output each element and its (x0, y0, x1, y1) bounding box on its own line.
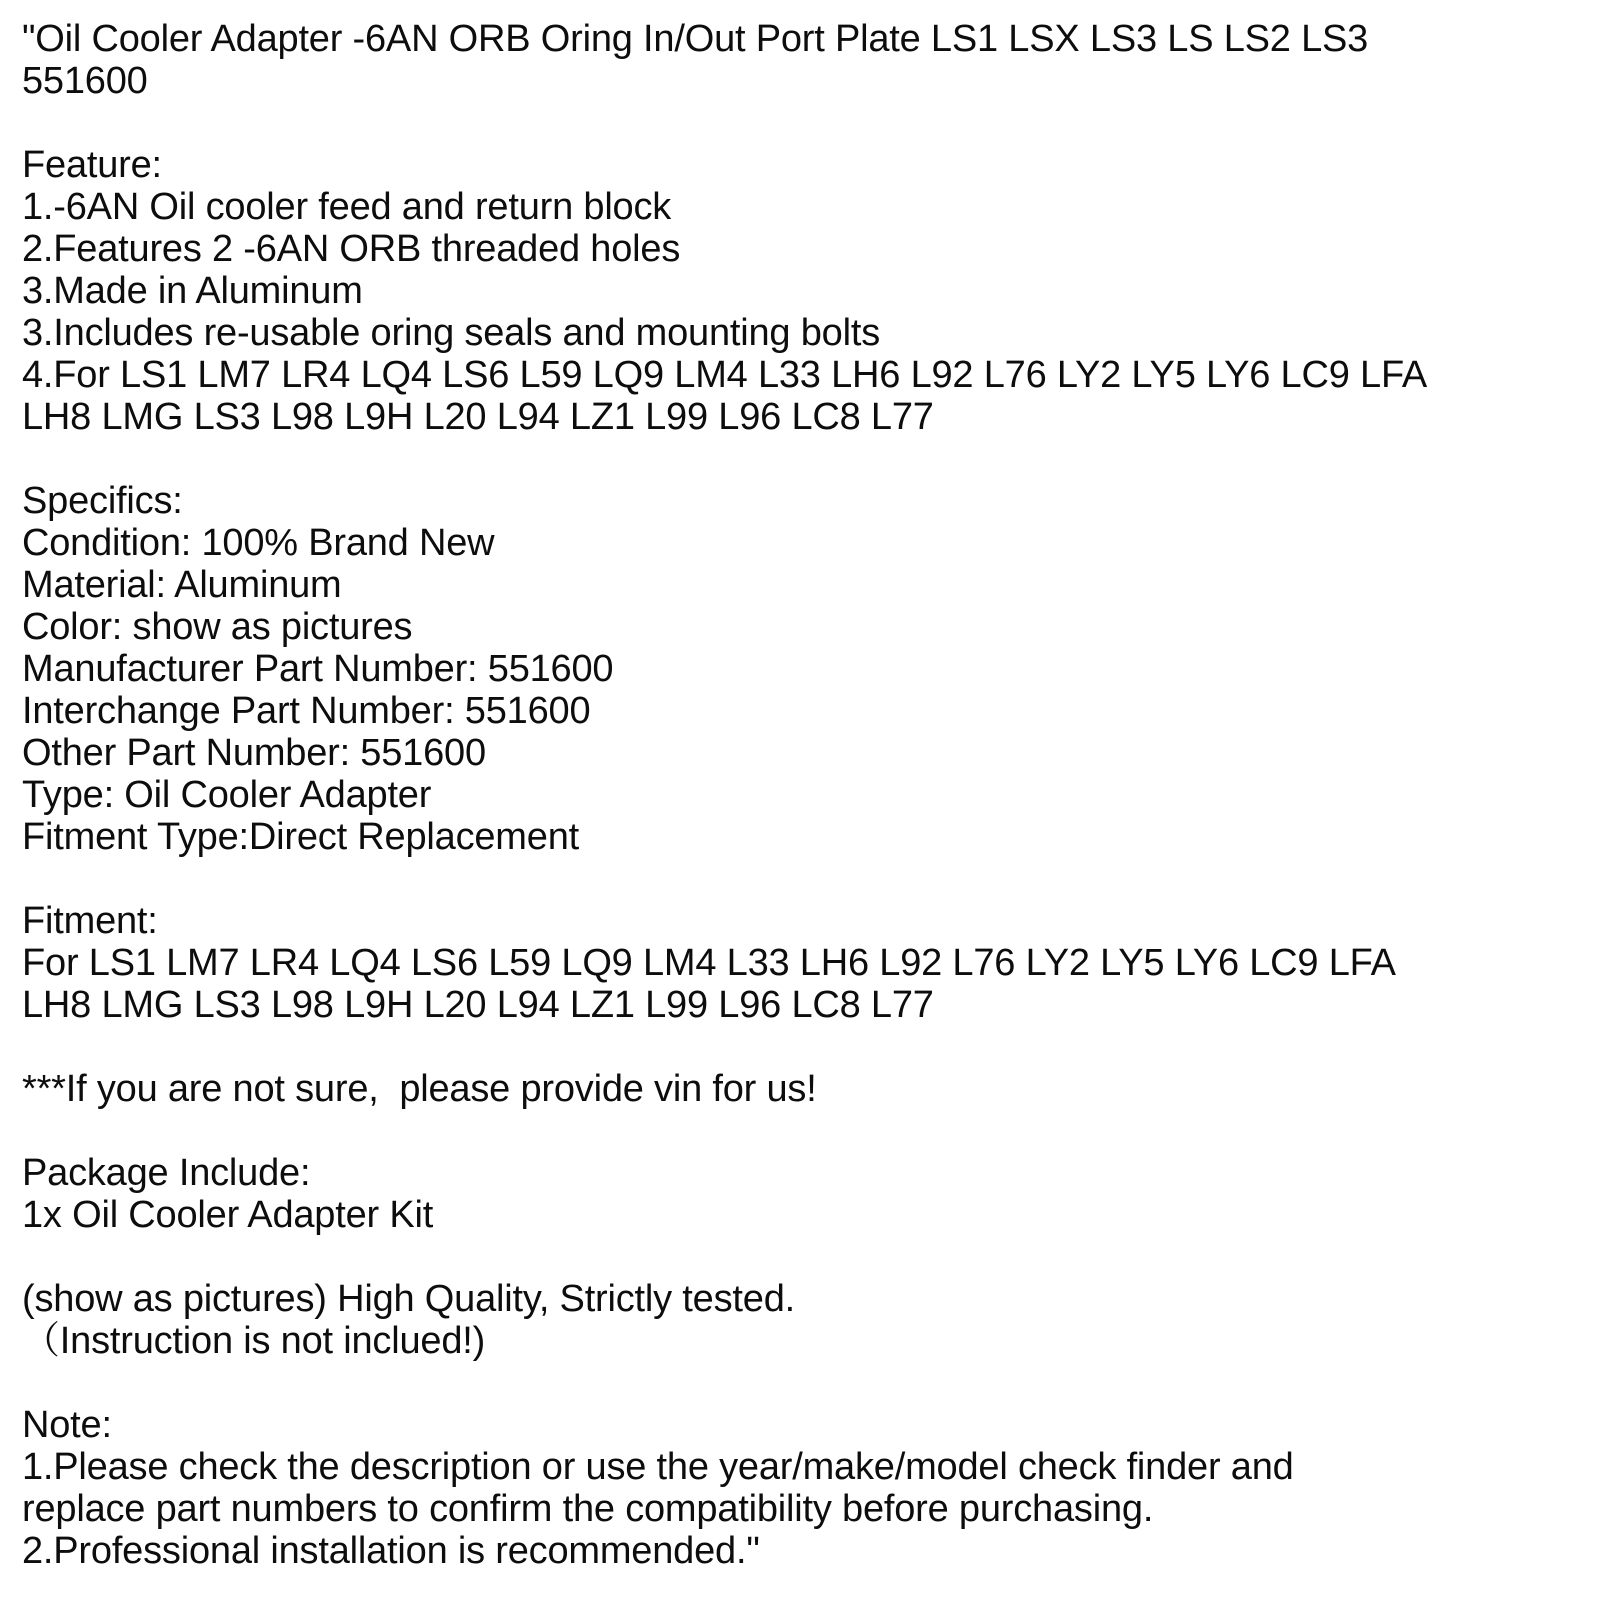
text-line-7: 3.Includes re-usable oring seals and mounting bolts (22, 312, 880, 354)
text-line-16: Interchange Part Number: 551600 (22, 690, 591, 732)
text-line-4: 1.-6AN Oil cooler feed and return block (22, 186, 672, 228)
text-line-30: (show as pictures) High Quality, Strictly tested. (22, 1278, 795, 1320)
text-line-9: LH8 LMG LS3 L98 L9H L20 L94 LZ1 L99 L96 LC8 L77 (22, 396, 934, 438)
text-line-28: 1x Oil Cooler Adapter Kit (22, 1194, 434, 1236)
text-line-13: Material: Aluminum (22, 564, 342, 606)
text-line-33: Note: (22, 1404, 112, 1446)
text-line-5: 2.Features 2 -6AN ORB threaded holes (22, 228, 681, 270)
text-line-10 (22, 438, 1600, 480)
text-line-25: ***If you are not sure, please provide vin for us! (22, 1068, 817, 1110)
text-line-22: For LS1 LM7 LR4 LQ4 LS6 L59 LQ9 LM4 L33 LH6 L92 L76 LY2 LY5 LY6 LC9 LFA (22, 942, 1396, 984)
text-line-34: 1.Please check the description or use the year/make/model check finder and (22, 1446, 1294, 1488)
text-line-36: 2.Professional installation is recommended." (22, 1530, 760, 1572)
text-line-6: 3.Made in Aluminum (22, 270, 363, 312)
product-description (22, 18, 1600, 1572)
text-line-29 (22, 1236, 1600, 1278)
text-line-15: Manufacturer Part Number: 551600 (22, 648, 614, 690)
text-line-12: Condition: 100% Brand New (22, 522, 495, 564)
text-line-1: 551600 (22, 60, 148, 102)
text-line-31: （Instruction is not inclued!) (22, 1320, 486, 1362)
text-line-24 (22, 1026, 1600, 1068)
text-line-23: LH8 LMG LS3 L98 L9H L20 L94 LZ1 L99 L96 LC8 L77 (22, 984, 934, 1026)
text-line-21: Fitment: (22, 900, 158, 942)
text-line-17: Other Part Number: 551600 (22, 732, 486, 774)
text-line-0: "Oil Cooler Adapter -6AN ORB Oring In/Out Port Plate LS1 LSX LS3 LS LS2 LS3 (22, 18, 1369, 60)
text-line-14: Color: show as pictures (22, 606, 413, 648)
text-line-19: Fitment Type:Direct Replacement (22, 816, 579, 858)
text-line-20 (22, 858, 1600, 900)
text-line-27: Package Include: (22, 1152, 311, 1194)
text-line-32 (22, 1362, 1600, 1404)
text-line-8: 4.For LS1 LM7 LR4 LQ4 LS6 L59 LQ9 LM4 L33 LH6 L92 L76 LY2 LY5 LY6 LC9 LFA (22, 354, 1428, 396)
text-line-2 (22, 102, 1600, 144)
text-line-11: Specifics: (22, 480, 183, 522)
text-line-26 (22, 1110, 1600, 1152)
text-line-18: Type: Oil Cooler Adapter (22, 774, 432, 816)
text-line-3: Feature: (22, 144, 162, 186)
text-line-35: replace part numbers to confirm the compatibility before purchasing. (22, 1488, 1154, 1530)
